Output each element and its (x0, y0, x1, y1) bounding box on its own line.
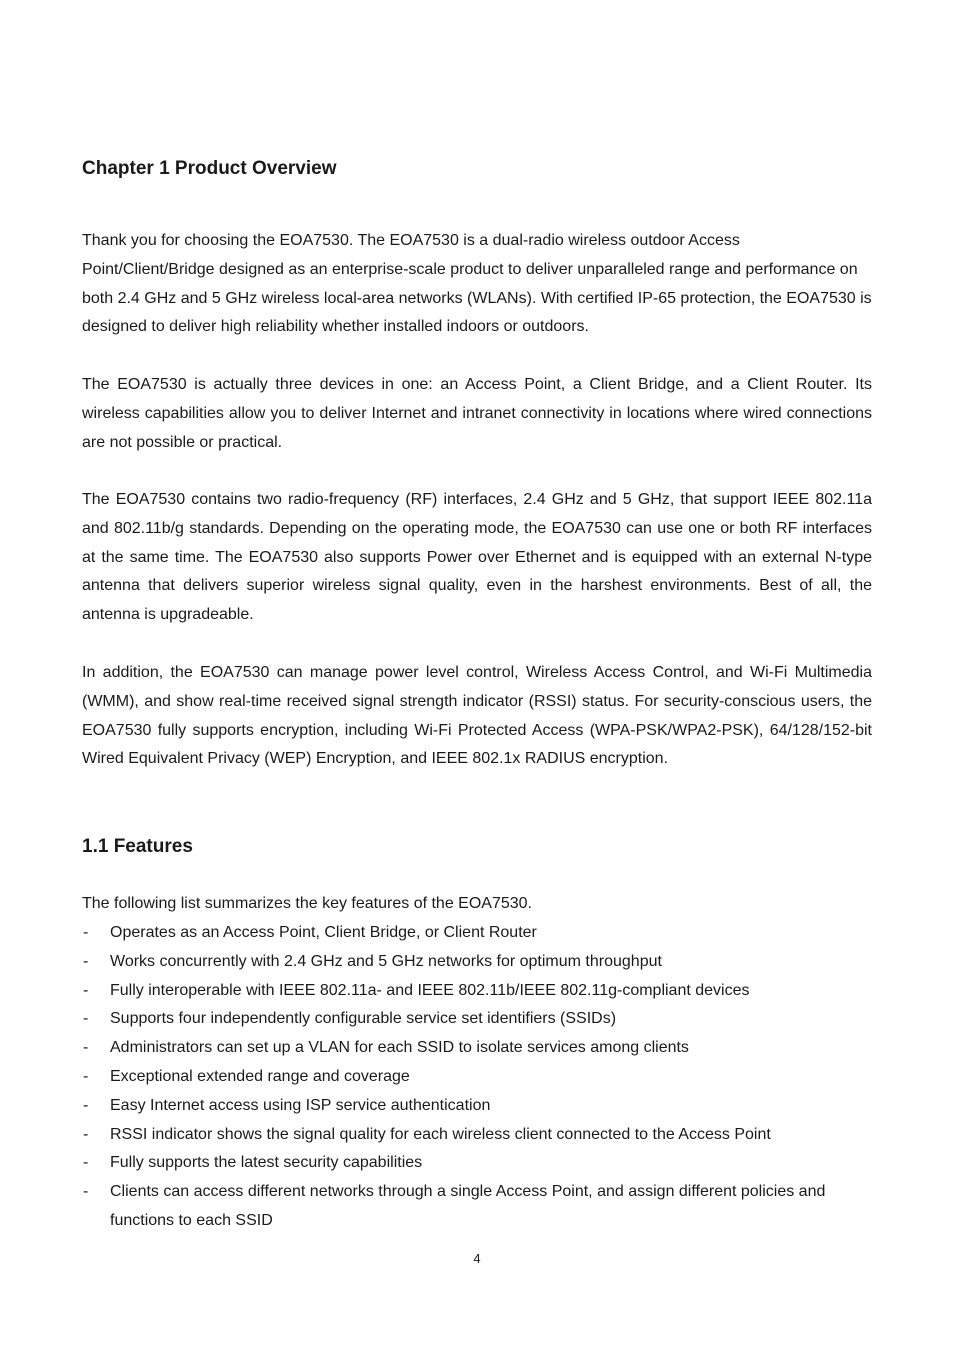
feature-text: Works concurrently with 2.4 GHz and 5 GHz networks for optimum throughput (110, 952, 662, 970)
bullet-dash: - (83, 1010, 89, 1028)
feature-list (82, 919, 872, 1236)
feature-text: Easy Internet access using ISP service authentication (110, 1096, 491, 1114)
paragraph-security: In addition, the EOA7530 can manage power level control, Wireless Access Control, and Wi-Fi Multimedia (WMM), and show real-time received signal strength indicator (RSSI) status. For security-conscious users, the EOA7530 fully supports encryption, including Wi-Fi Protected Access (WPA-PSK/WPA2-PSK), 64/128/152-bit Wired Equivalent Privacy (WEP) Encryption, and IEEE 802.1x RADIUS encryption. (82, 664, 872, 768)
feature-text: Fully supports the latest security capabilities (110, 1154, 423, 1172)
paragraph-rf-interfaces: The EOA7530 contains two radio-frequency (RF) interfaces, 2.4 GHz and 5 GHz, that support IEEE 802.11a and 802.11b/g standards. Depending on the operating mode, the EOA7530 can use one or both RF interfaces at the same time. The EOA7530 also supports Power over Ethernet and is equipped with an external N-type antenna that delivers superior wireless signal quality, even in the harshest environments. Best of all, the antenna is upgradeable. (82, 491, 872, 624)
feature-item (82, 1121, 872, 1150)
feature-item (82, 1063, 872, 1092)
paragraph-three-devices: The EOA7530 is actually three devices in one: an Access Point, a Client Bridge, and a Client Router. Its wireless capabilities allow you to deliver Internet and intranet connectivity in locations where wired connections are not possible or practical. (82, 376, 872, 451)
feature-item (82, 948, 872, 977)
feature-item (82, 977, 872, 1006)
bullet-dash: - (83, 1183, 89, 1201)
features-intro: The following list summarizes the key features of the EOA7530. (82, 895, 532, 912)
feature-item (82, 1034, 872, 1063)
feature-item (82, 1149, 872, 1178)
chapter-title: Chapter 1 Product Overview (82, 158, 337, 179)
feature-item (82, 1005, 872, 1034)
feature-text: Fully interoperable with IEEE 802.11a- and IEEE 802.11b/IEEE 802.11g-compliant devices (110, 981, 750, 999)
feature-text: Administrators can set up a VLAN for each SSID to isolate services among clients (110, 1039, 689, 1057)
bullet-dash: - (83, 1125, 89, 1143)
feature-item (82, 919, 872, 948)
bullet-dash: - (83, 1096, 89, 1114)
bullet-dash: - (83, 1039, 89, 1057)
bullet-dash: - (83, 952, 89, 970)
bullet-dash: - (83, 924, 89, 941)
bullet-dash: - (83, 981, 89, 999)
feature-text: Operates as an Access Point, Client Bridge, or Client Router (110, 924, 537, 941)
feature-text: Exceptional extended range and coverage (110, 1067, 410, 1085)
paragraph-intro: Thank you for choosing the EOA7530. The EOA7530 is a dual-radio wireless outdoor Access Point/Client/Bridge designed as an enterprise-scale product to deliver unparalleled range and performance on both 2.4 GHz and 5 GHz wireless local-area networks (WLANs). With certified IP-65 protection, the EOA7530 is designed to deliver high reliability whether installed indoors or outdoors. (82, 232, 872, 336)
feature-text: Clients can access different networks through a single Access Point, and assign different policies and functions to each SSID (110, 1183, 826, 1229)
feature-text: RSSI indicator shows the signal quality for each wireless client connected to the Access Point (110, 1125, 771, 1143)
page-number: 4 (473, 1251, 481, 1266)
bullet-dash: - (83, 1154, 89, 1172)
bullet-dash: - (83, 1067, 89, 1085)
feature-text: Supports four independently configurable service set identifiers (SSIDs) (110, 1010, 617, 1028)
feature-item (82, 1092, 872, 1121)
feature-item (82, 1178, 872, 1236)
section-title-features: 1.1 Features (82, 836, 193, 857)
